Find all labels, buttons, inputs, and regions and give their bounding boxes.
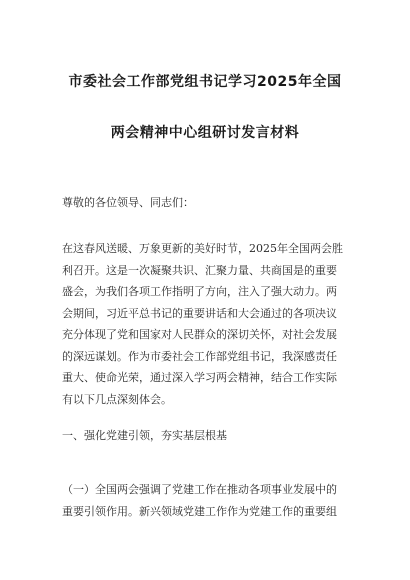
paragraph-line: 有以下几点深刻体会。	[62, 392, 172, 406]
paragraph-line: 会期间，习近平总书记的重要讲话和大会通过的各项决议	[62, 306, 337, 320]
paragraph-line: （一）全国两会强调了党建工作在推动各项事业发展中的	[62, 483, 337, 496]
paragraph-line: 的深远谋划。作为市委社会工作部党组书记，我深感责任	[62, 349, 337, 363]
paragraph-line: 利召开。这是一次凝聚共识、汇聚力量、共商国是的重要	[62, 263, 337, 277]
salutation: 尊敬的各位领导、同志们：	[62, 196, 194, 209]
section-heading: 一、强化党建引领，夯实基层根基	[62, 429, 227, 442]
paragraph-line: 重大、使命光荣，通过深入学习两会精神，结合工作实际	[62, 371, 337, 384]
paragraph-line: 盛会，为我们各项工作指明了方向，注入了强大动力。两	[62, 285, 337, 298]
paragraph-line: 充分体现了党和国家对人民群众的深切关怀，对社会发展	[62, 328, 337, 341]
paragraph-line: 重要引领作用。新兴领域党建工作作为党建工作的重要组	[62, 504, 337, 518]
paragraph-line: 在这春风送暖、万象更新的美好时节，2025年全国两会胜	[62, 242, 343, 255]
document-title-line-1: 市委社会工作部党组书记学习2025年全国	[68, 74, 342, 90]
paragraph-section-1	[62, 479, 352, 522]
document-title-line-2: 两会精神中心组研讨发言材料	[110, 125, 300, 141]
paragraph-intro	[62, 238, 352, 410]
